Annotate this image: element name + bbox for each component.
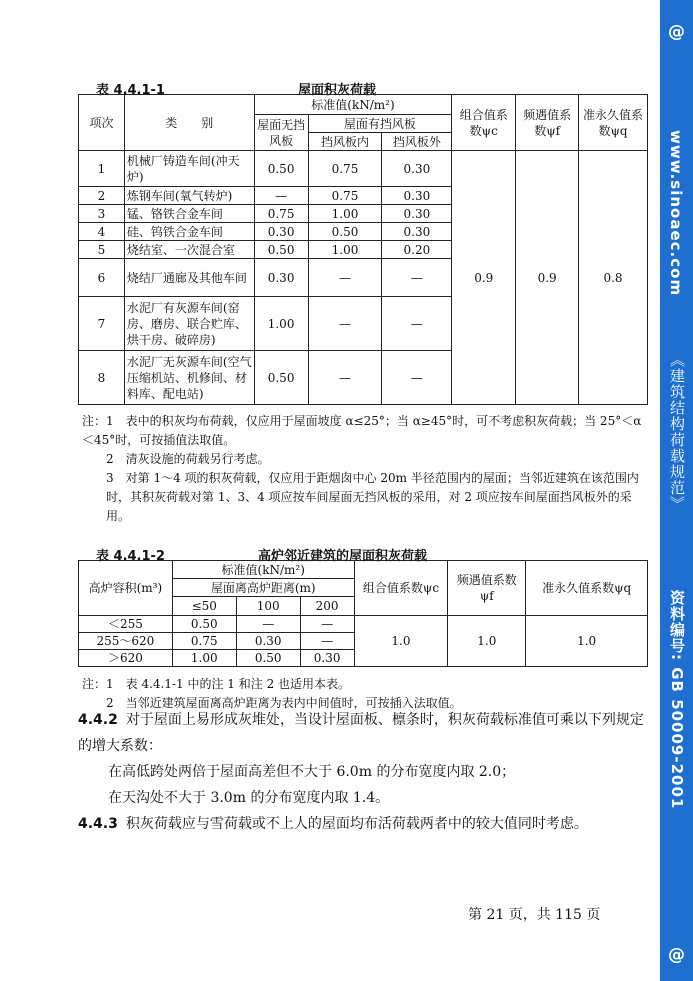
cell-perm: 0.8: [579, 151, 648, 405]
cell-d2: 0.50: [236, 650, 300, 667]
cell-d3: —: [300, 616, 354, 633]
cell-outer: —: [382, 351, 452, 405]
table1-notes: [82, 412, 647, 526]
cell-outer: 0.30: [382, 151, 452, 187]
cell-no-wind: —: [254, 187, 308, 205]
cell-name: 水泥厂有灰源车间(窑房、磨房、联合贮库、烘干房、破碎房): [124, 297, 254, 351]
header-volume: 高炉容积(m³): [79, 561, 173, 616]
clause-item-2: 在天沟处不大于 3.0m 的分布宽度内取 1.4。: [108, 790, 390, 806]
cell-no-wind: 0.50: [254, 151, 308, 187]
header-standard: 标准值(kN/m²): [254, 95, 452, 115]
note-3: 3 对第 1～4 项的积灰荷载，仅应用于距烟囱中心 20m 半径范围内的屋面；当邻近建筑在该范围内时，其积灰荷载对第 1、3、4 项应按车间屋面无挡风板的采用，对 2 项应按车间屋面挡风板外的采用。: [106, 471, 639, 523]
table-row: [79, 151, 648, 187]
cell-d1: 0.50: [172, 616, 236, 633]
at-icon-top: @: [668, 22, 685, 42]
at-icon-bottom: @: [668, 945, 685, 965]
clause-number: 4.4.2: [78, 712, 118, 728]
header-d1: ≤50: [172, 597, 236, 616]
cell-d2: —: [236, 616, 300, 633]
cell-d3: —: [300, 633, 354, 650]
header-category: 类 别: [124, 95, 254, 151]
cell-no: 5: [79, 241, 125, 259]
header-perm: 准永久值系数ψq: [579, 95, 648, 151]
clause-item-1: 在高低跨处两倍于屋面高差但不大于 6.0m 的分布宽度内取 2.0；: [108, 764, 516, 780]
header-combo: 组合值系数ψc: [452, 95, 516, 151]
cell-no-wind: 1.00: [254, 297, 308, 351]
table2-number: 表 4.4.1-2: [96, 549, 165, 564]
table1-title: 屋面积灰荷载: [298, 83, 377, 98]
cell-outer: 0.30: [382, 223, 452, 241]
cell-outer: 0.30: [382, 205, 452, 223]
cell-name: 锰、铬铁合金车间: [124, 205, 254, 223]
cell-outer: 0.30: [382, 187, 452, 205]
cell-combo: 1.0: [354, 616, 448, 667]
table2: [78, 560, 648, 667]
cell-inner: 1.00: [308, 241, 382, 259]
cell-no: 2: [79, 187, 125, 205]
header-item: 项次: [79, 95, 125, 151]
cell-name: 水泥厂无灰源车间(空气压缩机站、机修间、材料库、配电站): [124, 351, 254, 405]
cell-no: 8: [79, 351, 125, 405]
clause-number: 4.4.3: [78, 816, 118, 832]
cell-inner: 0.75: [308, 151, 382, 187]
header-standard: 标准值(kN/m²): [172, 561, 354, 579]
header-d3: 200: [300, 597, 354, 616]
cell-d1: 0.75: [172, 633, 236, 650]
clause-4-4-2: [78, 707, 650, 811]
cell-combo: 0.9: [452, 151, 516, 405]
sidebar-doc-code: 资料编号: GB 50009-2001: [668, 590, 686, 810]
cell-inner: 0.75: [308, 187, 382, 205]
cell-no: 7: [79, 297, 125, 351]
header-with-wind: 屋面有挡风板: [308, 115, 452, 133]
cell-name: 炼钢车间(氧气转炉): [124, 187, 254, 205]
table2-title: 高炉邻近建筑的屋面积灰荷载: [258, 549, 428, 564]
cell-freq: 1.0: [448, 616, 526, 667]
cell-no: 4: [79, 223, 125, 241]
cell-inner: —: [308, 351, 382, 405]
cell-inner: 1.00: [308, 205, 382, 223]
cell-name: 烧结室、一次混合室: [124, 241, 254, 259]
table1-number: 表 4.4.1-1: [96, 83, 165, 98]
cell-volume: ＜255: [79, 616, 173, 633]
cell-outer: —: [382, 259, 452, 297]
cell-outer: 0.20: [382, 241, 452, 259]
sidebar-band: [660, 0, 693, 981]
clause-text: 对于屋面上易形成灰堆处，当设计屋面板、檩条时，积灰荷载标准值可乘以下列规定的增大系数：: [78, 712, 644, 754]
cell-inner: —: [308, 259, 382, 297]
note-1: 注：1 表 4.4.1-1 中的注 1 和注 2 也适用本表。: [82, 677, 351, 691]
cell-name: 烧结厂通廊及其他车间: [124, 259, 254, 297]
header-inner: 挡风板内: [308, 133, 382, 151]
cell-no-wind: 0.50: [254, 241, 308, 259]
header-perm: 准永久值系数ψq: [526, 561, 648, 616]
table1: [78, 94, 648, 405]
cell-no-wind: 0.75: [254, 205, 308, 223]
cell-volume: 255～620: [79, 633, 173, 650]
sidebar-url[interactable]: www.sinoaec.com: [667, 130, 685, 297]
cell-name: 机械厂铸造车间(冲天炉): [124, 151, 254, 187]
cell-name: 硅、钨铁合金车间: [124, 223, 254, 241]
cell-d1: 1.00: [172, 650, 236, 667]
cell-inner: 0.50: [308, 223, 382, 241]
sidebar-book-title: 《建筑结构荷载规范》: [668, 352, 686, 512]
page-number: 第 21 页，共 115 页: [468, 907, 601, 923]
cell-no-wind: 0.30: [254, 259, 308, 297]
cell-d2: 0.30: [236, 633, 300, 650]
note-1: 注：1 表中的积灰均布荷载，仅应用于屋面坡度 α≤25°；当 α≥45°时，可不考虑积灰荷载；当 25°＜α＜45°时，可按插值法取值。: [82, 414, 642, 447]
cell-freq: 0.9: [516, 151, 579, 405]
cell-d3: 0.30: [300, 650, 354, 667]
cell-no: 1: [79, 151, 125, 187]
cell-no-wind: 0.50: [254, 351, 308, 405]
cell-volume: ＞620: [79, 650, 173, 667]
header-freq: 频遇值系数ψf: [448, 561, 526, 616]
cell-no: 6: [79, 259, 125, 297]
header-distance: 屋面离高炉距离(m): [172, 579, 354, 597]
clause-text: 积灰荷载应与雪荷载或不上人的屋面均布活荷载两者中的较大值同时考虑。: [125, 816, 588, 832]
header-combo: 组合值系数ψc: [354, 561, 448, 616]
note-2: 2 当邻近建筑屋面离高炉距离为表内中间值时，可按插入法取值。: [106, 696, 462, 710]
header-freq: 频遇值系数ψf: [516, 95, 579, 151]
cell-no: 3: [79, 205, 125, 223]
cell-inner: —: [308, 297, 382, 351]
cell-perm: 1.0: [526, 616, 648, 667]
cell-outer: —: [382, 297, 452, 351]
clause-4-4-3: [78, 811, 650, 837]
note-2: 2 清灰设施的荷载另行考虑。: [106, 452, 270, 466]
header-d2: 100: [236, 597, 300, 616]
table-row: [79, 616, 648, 633]
header-no-wind: 屋面无挡风板: [254, 115, 308, 151]
cell-no-wind: 0.30: [254, 223, 308, 241]
header-outer: 挡风板外: [382, 133, 452, 151]
